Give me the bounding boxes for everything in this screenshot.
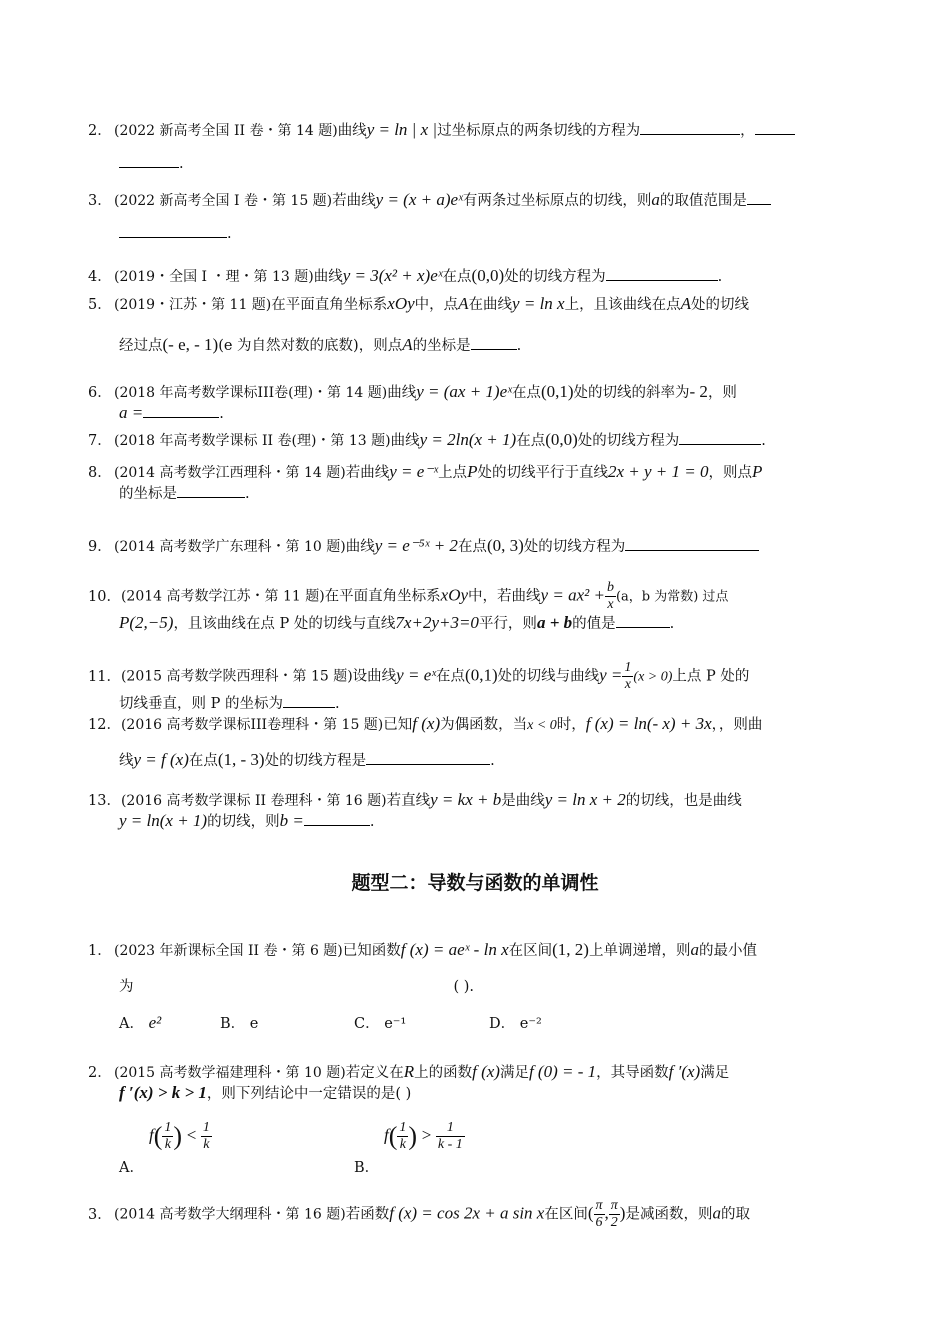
denominator: k (164, 1137, 172, 1152)
variable: a (651, 190, 660, 209)
question-source: (2015 高考数学福建理科・第 10 题) (114, 1065, 346, 1081)
equation: y = e⁻⁵ˣ + 2 (374, 536, 458, 555)
text: ， (740, 123, 755, 139)
option-expression (384, 1120, 465, 1153)
text: 处的切线平行于直线 (477, 465, 608, 481)
answer-blank (143, 403, 219, 418)
text: 在曲线 (468, 297, 513, 313)
condition: (x > 0) (633, 669, 673, 685)
question-number: 13． (88, 793, 121, 809)
fraction (622, 660, 633, 693)
question-number: 11． (88, 668, 121, 685)
text: 的坐标是 (119, 486, 177, 502)
question-13 (88, 790, 866, 832)
text: 处的切线 (690, 297, 749, 313)
denominator: k (203, 1137, 210, 1152)
condition: f ′(x) > k > 1 (119, 1083, 207, 1102)
text: ，则下列结论中一定错误的是 (206, 1086, 396, 1102)
denominator: 2 (610, 1215, 618, 1230)
section-title: 题型二：导数与函数的单调性 (351, 872, 599, 894)
question-source: (2019・全国 Ⅰ ・理・第 13 题) (114, 269, 314, 285)
answer-blank (616, 613, 670, 628)
option-label: B． (354, 1160, 380, 1176)
text: 处的切线的斜率为 (573, 385, 690, 401)
point-label: P (467, 462, 478, 481)
point: (0, 3) (486, 536, 524, 555)
question-number: 10． (88, 588, 121, 605)
question-number: 3． (88, 1206, 112, 1223)
question-number: 12． (88, 717, 121, 733)
text: 上点 P 处的 (672, 668, 750, 685)
text: 中，点 (414, 297, 459, 313)
function: f (384, 1125, 389, 1145)
question-source: (2018 年高考数学课标 II 卷(理)・第 13 题) (114, 433, 391, 449)
question-number: 8． (88, 465, 112, 481)
answer-blank (625, 536, 759, 551)
value: - 2 (689, 382, 708, 401)
text: 的取值范围是 (659, 193, 747, 209)
numerator: π (595, 1198, 603, 1213)
text: 处的切线方程为 (523, 539, 626, 555)
point-label: A (680, 294, 691, 313)
answer-blank (283, 693, 335, 708)
condition: f (0) = - 1 (528, 1062, 597, 1081)
question-number: 5． (88, 297, 112, 313)
denominator: 6 (595, 1215, 603, 1230)
coordinate-system: xOy (440, 585, 469, 605)
question-3 (88, 190, 866, 244)
text: . (490, 753, 495, 769)
condition: x < 0 (527, 718, 557, 733)
text: . (179, 156, 184, 172)
option-value: e (249, 1016, 259, 1032)
equation: y = kx + b (430, 790, 502, 809)
question-number: 2． (88, 123, 112, 139)
line-equation: 7x+2y+3=0 (395, 613, 479, 632)
text: 在区间 (508, 943, 553, 959)
text: 在区间 (544, 1206, 588, 1223)
text: 时， (556, 717, 586, 733)
fraction (609, 1198, 620, 1231)
expression: a + b (536, 613, 573, 632)
text: 处的切线与曲线 (497, 668, 600, 685)
question-number: 7． (88, 433, 112, 449)
equation: y = eˣ (396, 665, 437, 685)
text: 在点 (442, 269, 472, 285)
answer-blank (471, 335, 517, 350)
question-source: (2014 高考数学江苏・第 11 题) (120, 588, 325, 605)
point: (0,1) (540, 382, 574, 401)
option-c (354, 1012, 406, 1033)
question-number: 1． (88, 943, 112, 959)
text: 切线垂直，则 P 的坐标为 (119, 696, 283, 712)
option-label: C． (354, 1016, 380, 1032)
text: ，则 (707, 385, 737, 401)
text: 曲线 (387, 385, 417, 401)
text: 的取 (720, 1206, 750, 1223)
question-source: (2022 新高考全国 II 卷・第 14 题) (114, 123, 338, 139)
question-source: (2014 高考数学大纲理科・第 16 题) (114, 1206, 346, 1223)
equation: y = ln x (512, 294, 565, 313)
text: 是曲线 (501, 793, 545, 809)
text: ，且该曲线在点 P 处的切线与直线 (173, 616, 396, 632)
question-2 (88, 120, 866, 174)
text: 过坐标原点的两条切线的方程为 (437, 123, 641, 139)
question-6 (88, 382, 866, 424)
text: 满足 (499, 1065, 529, 1081)
text: 处的切线方程为 (577, 433, 680, 449)
text: 处的切线方程是 (264, 753, 367, 769)
comma: , (604, 1203, 609, 1223)
text: 的切线，也是曲线 (625, 793, 742, 809)
option-b (220, 1012, 258, 1033)
answer-blank (177, 483, 245, 498)
text: . (227, 226, 232, 242)
question-9 (88, 536, 866, 557)
fraction (594, 1198, 605, 1231)
question-5 (88, 294, 866, 356)
answer-blank (304, 811, 370, 826)
answer-blank (640, 120, 740, 135)
question-10 (88, 580, 866, 634)
option-value: e⁻¹ (384, 1016, 407, 1032)
equation: y = ln(x + 1) (119, 811, 208, 830)
text: ，则点 (708, 465, 752, 481)
text: 在点 (511, 385, 541, 401)
question-12 (88, 714, 866, 771)
variable: a (690, 940, 699, 959)
fraction (397, 1120, 408, 1153)
option-a (119, 1012, 161, 1033)
point: (0,1) (465, 665, 498, 685)
text: 若直线 (386, 793, 431, 809)
numerator: 1 (399, 1120, 407, 1135)
option-expression (149, 1120, 212, 1153)
text: 曲线 (345, 539, 375, 555)
answer-blank (119, 223, 227, 238)
text: . (516, 338, 522, 354)
text: 在平面直角坐标系 (324, 588, 441, 605)
text: 已知函数 (342, 943, 401, 959)
left-paren: ( (153, 1121, 163, 1151)
variable: b = (279, 811, 304, 830)
equation: y = ax² + (540, 585, 605, 605)
point-label: A (402, 335, 413, 354)
text: . (219, 406, 224, 422)
text: 中，若曲线 (468, 588, 541, 605)
relation: > (421, 1125, 432, 1145)
function: f (x) (412, 714, 441, 733)
text: ，，则曲 (711, 717, 763, 733)
question-11 (88, 660, 866, 714)
point: (0,0) (545, 430, 578, 449)
s2-question-3 (88, 1198, 866, 1231)
text: 平行，则 (478, 616, 537, 632)
text: 若曲线 (345, 465, 390, 481)
text: . (717, 269, 723, 285)
text: 在点 (516, 433, 546, 449)
text: 曲线 (390, 433, 420, 449)
variable: a (712, 1203, 721, 1223)
text: (a，b 为常数) 过点 (615, 589, 729, 605)
equation: y = ln | x | (366, 120, 438, 139)
question-source: (2019・江苏・第 11 题) (114, 297, 272, 313)
answer-blank (119, 153, 179, 168)
text: 若曲线 (332, 193, 376, 209)
point: (1, - 3) (217, 750, 265, 769)
numerator: 1 (624, 660, 632, 675)
denominator: k - 1 (437, 1137, 463, 1152)
answer-blank (747, 190, 771, 205)
line-equation: 2x + y + 1 = 0 (607, 462, 709, 481)
text: ，其导函数 (596, 1065, 669, 1081)
text: 设曲线 (352, 668, 397, 685)
denominator: k (399, 1137, 407, 1152)
equation: f (x) = cos 2x + a sin x (389, 1203, 545, 1223)
text: . (245, 486, 250, 502)
text: 上点 (438, 465, 468, 481)
equation: f (x) = ln(- x) + 3x (585, 714, 712, 733)
question-8 (88, 462, 866, 504)
question-source: (2022 新高考全国 I 卷・第 15 题) (114, 193, 333, 209)
point: (- e, - 1) (162, 335, 219, 354)
text: 曲线 (337, 123, 367, 139)
text: 已知 (383, 717, 413, 733)
question-number: 6． (88, 385, 112, 401)
equation: y = 2ln(x + 1) (419, 430, 517, 449)
s2-question-2 (88, 1062, 866, 1104)
text: 经过点 (119, 338, 163, 354)
equation: y = ln x + 2 (544, 790, 626, 809)
answer-blank (755, 120, 795, 135)
text: 在点 (457, 539, 487, 555)
text: 在平面直角坐标系 (271, 297, 388, 313)
right-paren: ) (173, 1121, 183, 1151)
option-label: B． (220, 1016, 246, 1032)
text: 为 (119, 979, 134, 995)
equation: y = e⁻ˣ (389, 462, 439, 481)
option-label: D． (489, 1016, 516, 1032)
point-label: P (751, 462, 763, 481)
answer-blank (366, 750, 490, 765)
text: 的最小值 (698, 943, 757, 959)
left-paren: ( (587, 1203, 594, 1223)
point: P(2,−5) (119, 613, 174, 632)
text: 的值是 (572, 616, 616, 632)
function: f (x) (472, 1062, 500, 1081)
option-label: A． (119, 1160, 144, 1176)
question-4 (88, 266, 866, 287)
relation: < (186, 1125, 197, 1145)
text: 为偶函数，当 (440, 717, 528, 733)
function: f (149, 1125, 154, 1145)
text: 若定义在 (345, 1065, 404, 1081)
text: 的切线，则 (207, 814, 280, 830)
text: 有两条过坐标原点的切线，则 (462, 193, 652, 209)
text: 在点 (188, 753, 218, 769)
question-source: (2015 高考数学陕西理科・第 15 题) (120, 668, 353, 685)
answer-blank (606, 266, 718, 281)
numerator: π (610, 1198, 618, 1213)
set-label: R (403, 1062, 415, 1081)
text: 上，且该曲线在点 (564, 297, 681, 313)
text: 是减函数，则 (625, 1206, 713, 1223)
question-source: (2016 高考数学课标 II 卷理科・第 16 题) (120, 793, 387, 809)
numerator: 1 (164, 1120, 172, 1135)
right-paren: ) (408, 1121, 418, 1151)
question-source: (2016 高考数学课标III卷理科・第 15 题) (120, 717, 384, 733)
numerator: 1 (436, 1120, 465, 1137)
equation: y = 3(x² + x)eˣ (342, 266, 443, 285)
question-source: (2014 高考数学广东理科・第 10 题) (114, 539, 346, 555)
text: 满足 (700, 1065, 730, 1081)
text: 上的函数 (414, 1065, 473, 1081)
question-source: (2018 年高考数学课标III卷(理)・第 14 题) (114, 385, 388, 401)
question-number: 9． (88, 539, 112, 555)
text: 在点 (436, 668, 466, 685)
question-source: (2023 年新课标全国 II 卷・第 6 题) (114, 943, 343, 959)
text: 的坐标是 (412, 338, 471, 354)
point-label: A (458, 294, 469, 313)
coordinate-system: xOy (387, 294, 415, 313)
question-number: 4． (88, 269, 112, 285)
right-paren: ) (619, 1203, 626, 1223)
fraction (436, 1120, 465, 1153)
numerator: 1 (202, 1120, 210, 1135)
option-value: e² (148, 1013, 162, 1032)
interval: (1, 2) (552, 940, 589, 959)
numerator: b (606, 580, 614, 595)
left-paren: ( (388, 1121, 398, 1151)
text: 若函数 (345, 1206, 390, 1223)
text: . (369, 814, 375, 830)
point: (0,0) (471, 266, 505, 285)
question-source: (2014 高考数学江西理科・第 14 题) (114, 465, 346, 481)
text: 上单调递增，则 (588, 943, 691, 959)
answer-blank (679, 430, 761, 445)
equation: y = (599, 665, 623, 685)
fraction (605, 580, 616, 613)
equation: y = f (x) (133, 750, 189, 769)
option-label: A． (119, 1016, 144, 1032)
s2-question-1 (88, 940, 866, 997)
text: 线 (119, 753, 134, 769)
variable: a = (119, 403, 144, 422)
equation: y = (x + a)eˣ (375, 190, 463, 209)
text: 曲线 (313, 269, 343, 285)
denominator: x (624, 677, 632, 692)
text: 处的切线方程为 (504, 269, 606, 285)
text: . (334, 696, 340, 712)
answer-parentheses: ( ) (395, 1086, 412, 1102)
text: . (669, 616, 675, 632)
answer-parentheses: ( ). (453, 979, 475, 995)
option-d (489, 1012, 542, 1033)
question-number: 3． (88, 193, 112, 209)
option-value: e⁻² (519, 1016, 542, 1032)
fraction (201, 1120, 212, 1153)
fraction (162, 1120, 173, 1153)
question-number: 2． (88, 1065, 112, 1081)
denominator: x (607, 597, 614, 612)
text: . (761, 433, 766, 449)
equation: y = (ax + 1)eˣ (416, 382, 512, 401)
equation: f (x) = aeˣ - ln x (400, 940, 509, 959)
derivative: f ′(x) (668, 1062, 701, 1081)
question-7 (88, 430, 866, 451)
text: (e 为自然对数的底数)，则点 (218, 338, 403, 354)
